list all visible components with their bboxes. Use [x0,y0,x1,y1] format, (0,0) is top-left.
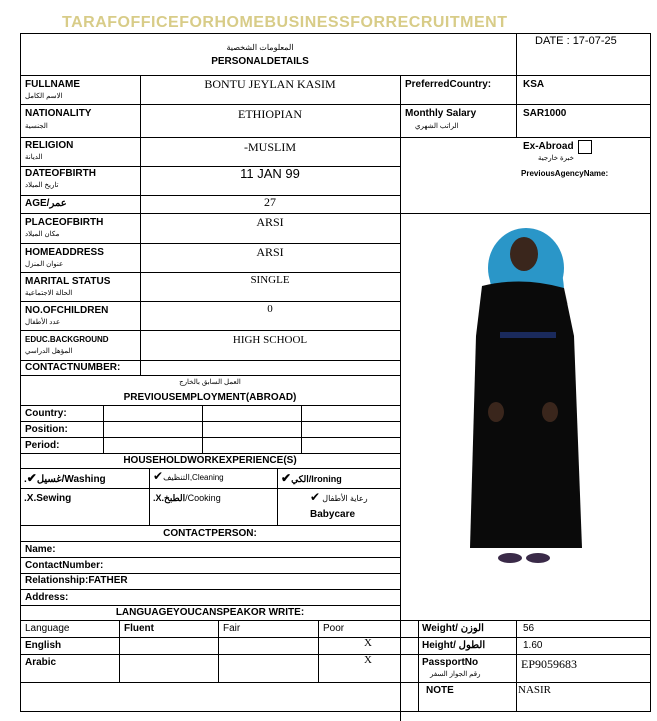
employment-country-label: Country: [25,408,67,419]
babycare-check-icon: ✔ [310,490,321,504]
skill-cleaning: ✔التنظيف,Cleaning [153,469,224,483]
cleaning-check-icon: ✔ [153,469,164,483]
nationality-value: ETHIOPIAN [238,107,302,121]
pob-label: PLACEOFBIRTH [25,217,104,228]
previous-agency-label: PreviousAgencyName: [521,169,609,178]
educ-label: EDUC.BACKGROUND [25,335,109,344]
lang-arabic: Arabic [25,657,57,668]
ex-abroad-checkbox[interactable] [578,140,592,154]
skill-sewing: .X.Sewing [24,493,72,504]
col-language: Language [25,623,70,634]
weight-label: Weight/ الوزن [422,623,484,634]
arabic-poor-mark: X [364,654,372,666]
employment-period-label: Period: [25,440,60,451]
marital-value: SINGLE [250,274,290,286]
nationality-label-ar: الجنسية [25,123,48,130]
children-label: NO.OFCHILDREN [25,305,109,316]
date-text: DATE : 17-07-25 [535,35,617,47]
contact-name-label: Name: [25,544,56,555]
ex-abroad-label-ar: خبرة خارجية [538,155,574,162]
address-label-ar: عنوان المنزل [25,261,64,268]
contact-address-label: Address: [25,592,69,603]
passport-label-ar: رقم الجواز السفر [430,671,481,678]
note-value: NASIR [518,684,552,696]
english-poor-mark: X [364,637,372,649]
household-heading: HOUSEHOLDWORKEXPERIENCE(S) [123,455,297,466]
salary-value: SAR1000 [523,108,567,119]
applicant-photo [452,216,598,572]
contact-person-heading: CONTACTPERSON: [163,528,257,539]
skill-washing: .✔غسيل/Washing [24,471,106,485]
col-fluent: Fluent [124,623,154,634]
skill-ironing: ✔الكي/Ironing [281,471,342,485]
preferred-country-label: PreferredCountry: [405,79,492,90]
skill-babycare-ar: ✔ رعاية الأطفال [310,490,368,504]
religion-value: -MUSLIM [243,140,296,154]
contact-number2-label: ContactNumber: [25,560,104,571]
skill-babycare: Babycare [310,509,356,520]
note-label: NOTE [426,685,454,696]
fullname-label: FULLNAME [25,79,80,90]
employment-heading-ar: العمل السابق بالخارج [179,379,241,386]
pob-value: ARSI [256,215,284,229]
dob-label: DATEOFBIRTH [25,168,96,179]
weight-value: 56 [523,623,535,634]
personal-heading: PERSONALDETAILS [211,56,309,67]
address-value: ARSI [256,245,284,259]
educ-label-ar: المؤهل الدراسي [25,348,73,355]
employment-position-label: Position: [25,424,68,435]
contact-number-label: CONTACTNUMBER: [25,362,121,373]
col-poor: Poor [323,623,345,634]
lang-english: English [25,640,62,651]
face [510,237,538,271]
children-label-ar: عدد الأطفال [25,319,61,326]
passport-value: EP9059683 [521,657,578,671]
height-value: 1.60 [523,640,543,651]
address-label: HOMEADDRESS [25,247,104,258]
height-label: Height/ الطول [422,640,486,651]
ironing-check-icon: ✔ [281,471,292,485]
language-heading: LANGUAGEYOUCANSPEAKOR WRITE: [115,607,305,618]
washing-check-icon: ✔ [26,471,37,485]
age-label: AGE/عمر [25,198,67,209]
employment-heading: PREVIOUSEMPLOYMENT(ABROAD) [123,392,297,403]
salary-label-ar: الراتب الشهري [415,123,459,130]
dress [470,281,582,548]
fullname-value: BONTU JEYLAN KASIM [204,77,336,91]
marital-label-ar: الحالة الاجتماعية [25,290,73,297]
passport-label: PassportNo [422,657,479,668]
col-fair: Fair [223,623,241,634]
religion-label-ar: الديانة [25,154,43,161]
marital-label: MARITAL STATUS [25,276,111,287]
skill-cooking: .X.الطبخ/Cooking [153,493,221,503]
dob-value: 11 JAN 99 [240,166,300,181]
preferred-country-value: KSA [523,79,545,90]
ex-abroad-label: Ex-Abroad [523,141,574,152]
salary-label: Monthly Salary [405,108,477,119]
personal-heading-ar: المعلومات الشخصية [226,43,294,52]
relationship-label: Relationship:FATHER [25,575,128,586]
agency-title: TARAFOFFICEFORHOMEBUSINESSFORRECRUITMENT [62,14,508,31]
nationality-label: NATIONALITY [25,108,92,119]
dob-label-ar: تاريخ الميلاد [25,182,59,189]
educ-value: HIGH SCHOOL [232,334,308,346]
religion-label: RELIGION [25,140,74,151]
age-value: 27 [264,195,276,209]
children-value: 0 [267,303,273,315]
pob-label-ar: مكان الميلاد [25,231,60,238]
fullname-label-ar: الاسم الكامل [25,93,63,100]
